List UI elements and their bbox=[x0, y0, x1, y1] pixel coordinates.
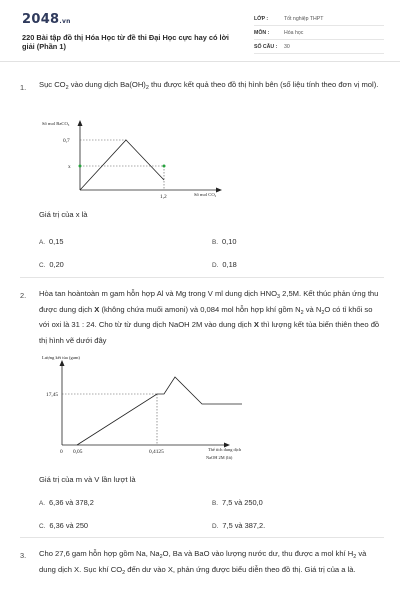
option-text: 0,10 bbox=[222, 237, 237, 246]
meta-value: 30 bbox=[284, 44, 290, 50]
option-letter: A. bbox=[39, 500, 46, 507]
option-b[interactable] bbox=[212, 235, 236, 250]
question-1-graph bbox=[36, 114, 226, 204]
graph-y-arrow bbox=[60, 360, 65, 366]
question-text: Cho 27,6 gam hỗn hợp gồm Na, $Na_2O$, Ba và BaO vào lượng nước dư, thu được a mol khí $H_2$ và dung dịch X. Sục khí $CO_2$ đến dư vào X, phản ứng được biểu diễn theo đồ thị. Giá trị của a là. bbox=[39, 549, 367, 576]
graph-x-arrow bbox=[224, 443, 230, 448]
question-prompt: Giá trị của x là bbox=[39, 210, 88, 219]
option-letter: D. bbox=[212, 523, 219, 530]
graph-y-axis-label: Số mol BaCO₃ bbox=[42, 121, 70, 126]
option-text: 0,15 bbox=[49, 237, 64, 246]
x-tick-label: 0,05 bbox=[73, 449, 83, 455]
option-d[interactable] bbox=[212, 258, 237, 273]
option-text: 6,36 và 250 bbox=[49, 521, 89, 530]
meta-key: LỚP : bbox=[254, 16, 269, 22]
meta-value: Tốt nghiệp THPT bbox=[284, 16, 324, 22]
question-number: 1. bbox=[20, 83, 27, 92]
option-a[interactable] bbox=[39, 235, 63, 250]
question-number: 3. bbox=[20, 551, 27, 560]
graph-x-axis-label: Số mol CO₂ bbox=[194, 192, 217, 197]
meta-row-class bbox=[254, 14, 384, 26]
option-letter: D. bbox=[212, 262, 219, 269]
graph-curve bbox=[77, 377, 242, 445]
page-header bbox=[0, 0, 400, 62]
y-tick-label: 0,7 bbox=[63, 138, 70, 144]
option-letter: B. bbox=[212, 239, 219, 246]
graph-x-axis-label: NaOH 2M (lít) bbox=[206, 455, 233, 460]
option-c[interactable] bbox=[39, 258, 64, 273]
option-letter: B. bbox=[212, 500, 219, 507]
question-prompt: Giá trị của m và V lần lượt là bbox=[39, 475, 136, 484]
x-tick-label: 0,4125 bbox=[149, 449, 164, 455]
option-b[interactable] bbox=[212, 496, 263, 511]
option-letter: C. bbox=[39, 262, 46, 269]
meta-key: MÔN : bbox=[254, 30, 270, 36]
option-text: 6,36 và 378,2 bbox=[49, 498, 94, 507]
option-d[interactable] bbox=[212, 519, 265, 534]
y-tick-label: 17,45 bbox=[46, 392, 59, 398]
y-tick-label: x bbox=[68, 164, 71, 170]
meta-value: Hóa học bbox=[284, 30, 304, 36]
graph-x-axis-label: Thể tích dung dịch bbox=[208, 447, 242, 452]
question-divider bbox=[20, 277, 384, 278]
graph-point bbox=[163, 165, 166, 168]
graph-curve bbox=[80, 140, 164, 190]
option-text: 7,5 và 387,2. bbox=[222, 521, 266, 530]
option-letter: A. bbox=[39, 239, 46, 246]
question-divider bbox=[20, 537, 384, 538]
meta-key: SỐ CÂU : bbox=[254, 44, 278, 50]
option-text: 0,18 bbox=[222, 260, 237, 269]
graph-x-arrow bbox=[216, 188, 222, 193]
x-tick-label: 1,2 bbox=[160, 194, 167, 200]
graph-point bbox=[79, 165, 82, 168]
option-text: 0,20 bbox=[49, 260, 64, 269]
question-number: 2. bbox=[20, 291, 27, 300]
question-text: Hòa tan hoàntoàn m gam hỗn hợp Al và Mg trong V ml dung dịch $HNO_3$ 2,5M. Kết thúc phản ứng thu được dung dịch X (không chứa muối amoni) và 0,084 mol hỗn hợp khí gồm $N_2$ và $N_2O$ có tỉ khối so với oxi là 31 : 24. Cho từ từ dung dịch NaOH 2M vào dung dịch X thì lượng kết tủa biến thiên theo đồ thị hình vẽ dưới đây bbox=[39, 289, 380, 345]
document-title: 220 Bài tập đồ thị Hóa Học từ đề thi Đại Học cực hay có lời giải (Phần 1) bbox=[22, 33, 229, 51]
meta-row-subject bbox=[254, 28, 384, 40]
graph-y-axis-label: Lượng kết tủa (gam) bbox=[42, 355, 80, 360]
option-a[interactable] bbox=[39, 496, 94, 511]
graph-y-arrow bbox=[78, 120, 83, 126]
x-tick-label: 0 bbox=[60, 449, 63, 455]
option-text: 7,5 và 250,0 bbox=[222, 498, 263, 507]
question-text: Sục $CO_2$ vào dung dịch $Ba(OH)_2$ thu được kết quả theo đồ thị hình bên (số liệu tính theo đơn vị mol). bbox=[39, 80, 379, 91]
option-c[interactable] bbox=[39, 519, 88, 534]
site-logo[interactable]: 2048.vn bbox=[22, 12, 71, 27]
meta-row-count bbox=[254, 42, 384, 54]
question-2-graph bbox=[36, 350, 266, 468]
option-letter: C. bbox=[39, 523, 46, 530]
